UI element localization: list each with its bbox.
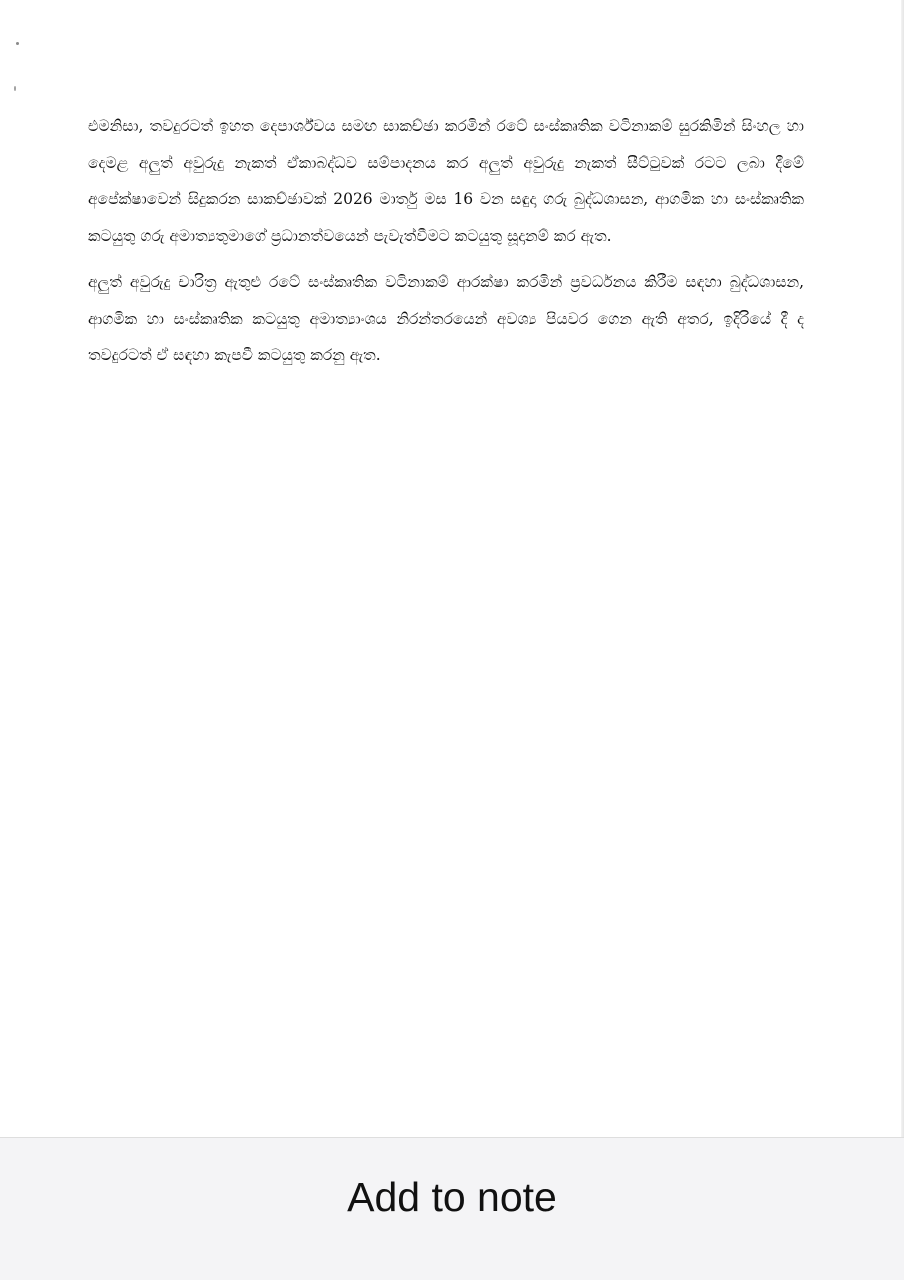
document-paragraph-1: එමනිසා, තවදුරටත් ඉහත දෙපාර්ශ්වය සමඟ සාකච්ඡා කරමින් රටේ සංස්කෘතික වටිනාකම් සුරකිමින් සිංහල හා දෙමළ අලුත් අවුරුදු නැකත් ඒකාබද්ධව සම්පාදනය කර අලුත් අවුරුදු නැකත් සීට්ටුවක් රටට ලබා දීමේ අපේක්ෂාවෙන් සිදුකරන සාකච්ඡාවක් 2026 මාර්තු මස 16 වන සඳුදා ගරු බුද්ධශාසන, ආගමික හා සංස්කෘතික කටයුතු ගරු අමාත්‍යතුමාගේ ප්‍රධානත්වයෙන් පැවැත්වීමට කටයුතු සූදානම් කර ඇත. — [88, 117, 804, 245]
scan-speck — [14, 86, 16, 91]
bottom-action-sheet — [0, 1137, 904, 1280]
document-paragraph-2: අලුත් අවුරුදු චාරිත්‍ර ඇතුළු රටේ සංස්කෘතික වටිනාකම් ආරක්ෂා කරමින් ප්‍රවර්ධනය කිරීම සඳහා බුද්ධශාසන, ආගමික හා සංස්කෘතික කටයුතු අමාත්‍යාංශය නිරන්තරයෙන් අවශ්‍ය පියවර ගෙන ඇති අතර, ඉදිරියේ දී ද තවදුරටත් ඒ සඳහා කැපවී කටයුතු කරනු ඇත. — [88, 273, 804, 364]
scan-speck — [16, 42, 19, 45]
add-to-note-button[interactable]: Add to note — [0, 1162, 904, 1232]
scan-artifacts — [14, 40, 20, 100]
document-body — [88, 108, 804, 384]
